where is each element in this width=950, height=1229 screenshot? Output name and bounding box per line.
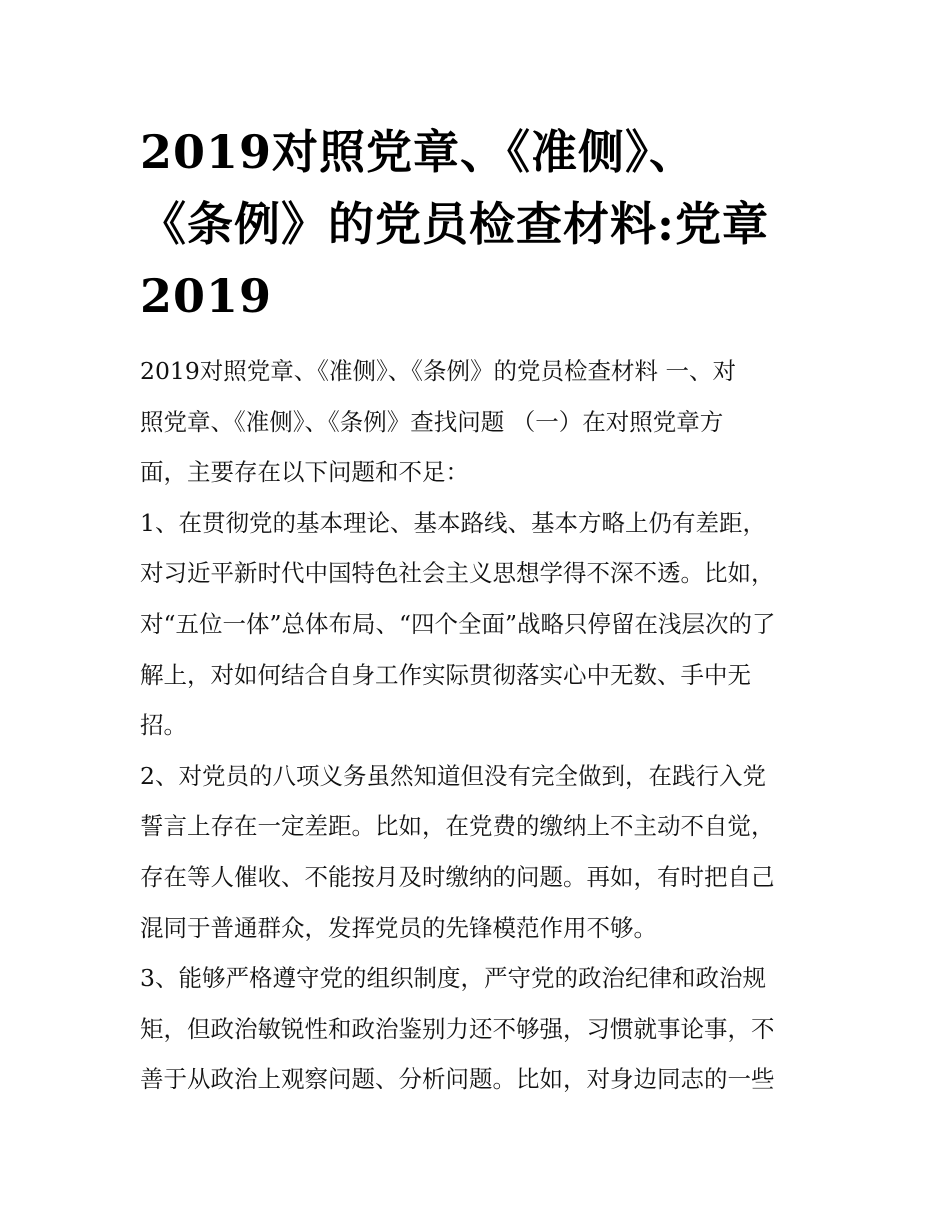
text-line: 对习近平新时代中国特色社会主义思想学得不深不透。比如， — [140, 559, 775, 588]
text-line: 照党章、《准侧》、《条例》查找问题 （一）在对照党章方 — [140, 407, 724, 436]
document-title — [140, 116, 820, 332]
text-line: 誓言上存在一定差距。比如，在党费的缴纳上不主动不自觉， — [140, 812, 775, 841]
item-3-paragraph — [140, 953, 820, 1105]
document-content — [140, 116, 820, 1105]
text-line: 3、能够严格遵守党的组织制度，严守党的政治纪律和政治规 — [140, 964, 766, 993]
intro-paragraph — [140, 346, 820, 498]
text-line: 矩，但政治敏锐性和政治鉴别力还不够强，习惯就事论事，不 — [140, 1014, 775, 1043]
text-line: 2、对党员的八项义务虽然知道但没有完全做到，在践行入党 — [140, 761, 766, 790]
text-line: 对“五位一体”总体布局、“四个全面”战略只停留在浅层次的了 — [140, 609, 776, 638]
text-line: 面，主要存在以下问题和不足： — [140, 458, 469, 487]
item-2-paragraph — [140, 751, 820, 953]
title-line: 2019 — [140, 269, 273, 323]
title-line: 2019对照党章、《准侧》、 — [140, 125, 697, 179]
text-line: 混同于普通群众，发挥党员的先锋模范作用不够。 — [140, 913, 657, 942]
document-body — [140, 346, 820, 1105]
item-1-paragraph — [140, 498, 820, 751]
text-line: 存在等人催收、不能按月及时缴纳的问题。再如，有时把自己 — [140, 862, 775, 891]
text-line: 招。 — [140, 711, 187, 740]
title-line: 《条例》的党员检查材料:党章 — [140, 197, 769, 251]
text-line: 解上，对如何结合自身工作实际贯彻落实心中无数、手中无 — [140, 660, 751, 689]
text-line: 1、在贯彻党的基本理论、基本路线、基本方略上仍有差距， — [140, 508, 766, 537]
text-line: 2019对照党章、《准侧》、《条例》的党员检查材料 一、对 — [140, 357, 737, 385]
text-line: 善于从政治上观察问题、分析问题。比如，对身边同志的一些 — [140, 1065, 775, 1094]
